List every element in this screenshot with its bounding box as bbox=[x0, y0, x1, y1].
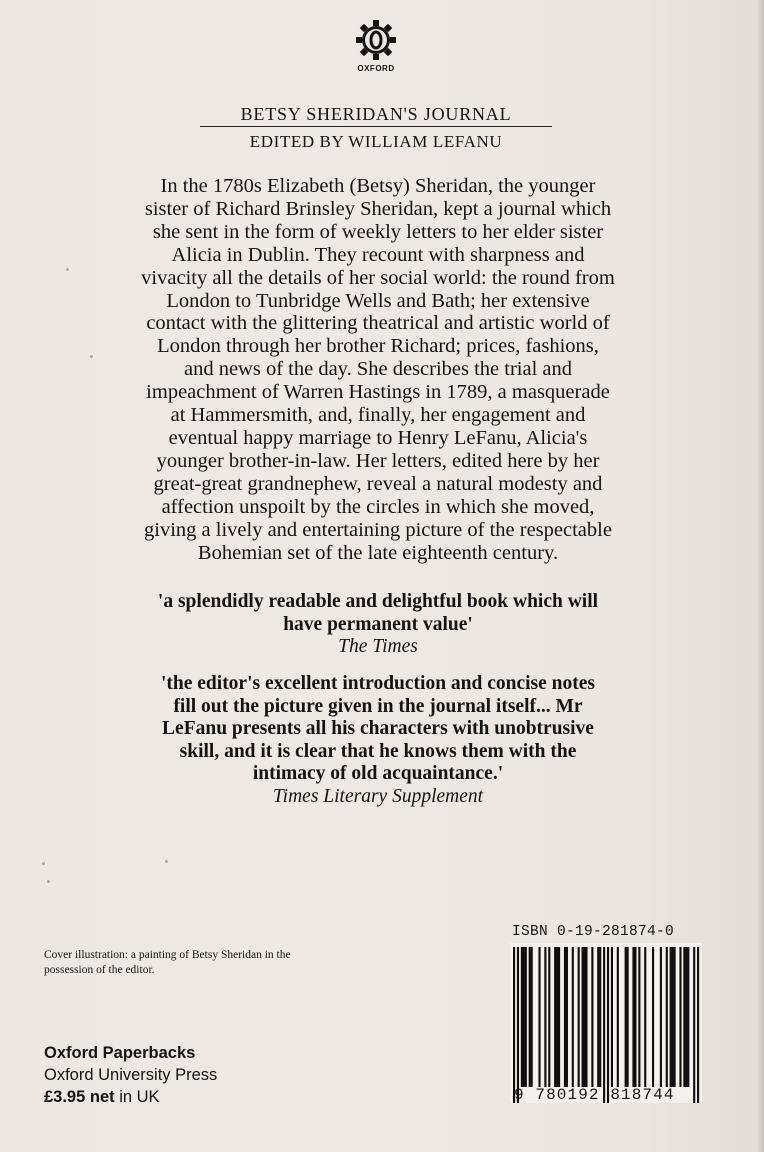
quote-line: have permanent value' bbox=[283, 613, 473, 635]
barcode-bar bbox=[625, 947, 627, 1087]
barcode-bar bbox=[591, 947, 593, 1087]
description-line: eventual happy marriage to Henry LeFanu, Alicia's bbox=[168, 426, 588, 449]
description-line: vivacity all the details of her social world: the round from bbox=[141, 266, 615, 289]
barcode-bar bbox=[644, 947, 646, 1087]
barcode-bar bbox=[523, 947, 525, 1087]
barcode-bar bbox=[578, 947, 580, 1087]
barcode-bar bbox=[548, 947, 550, 1087]
barcode-bar bbox=[634, 947, 636, 1087]
description-line: Alicia in Dublin. They recount with sharpness and bbox=[171, 243, 585, 266]
caption-line: possession of the editor. bbox=[44, 964, 155, 976]
oxford-crest-icon bbox=[352, 18, 400, 62]
quote-line: fill out the picture given in the journal itself... Mr bbox=[173, 695, 583, 717]
quote-line: 'the editor's excellent introduction and concise notes bbox=[160, 673, 596, 694]
description-line: and news of the day. She describes the trial and bbox=[183, 358, 573, 381]
barcode-bar bbox=[597, 947, 599, 1087]
quote-line: skill, and it is clear that he knows them with the bbox=[179, 740, 577, 762]
description-line: younger brother-in-law. Her letters, edited here by her bbox=[156, 449, 600, 472]
description-line: affection unspoilt by the circles in which she moved, bbox=[161, 495, 595, 518]
publisher-block bbox=[44, 1042, 217, 1108]
barcode-bar bbox=[554, 947, 556, 1087]
price: £3.95 net bbox=[44, 1088, 115, 1106]
barcode-bar bbox=[611, 947, 613, 1087]
series-name: Oxford Paperbacks bbox=[44, 1044, 196, 1062]
barcode-bar bbox=[660, 947, 662, 1087]
cover-illustration-caption bbox=[44, 948, 374, 978]
barcode-bar bbox=[685, 947, 687, 1087]
barcode-bar bbox=[585, 947, 587, 1087]
description-line: Bohemian set of the late eighteenth century. bbox=[197, 541, 559, 564]
quote-source: The Times bbox=[338, 636, 418, 657]
barcode-bar bbox=[603, 947, 605, 1103]
barcode-bar bbox=[652, 947, 654, 1087]
review-quote-tls bbox=[76, 673, 680, 808]
barcode-bar bbox=[582, 947, 584, 1087]
book-title: BETSY SHERIDAN'S JOURNAL bbox=[240, 104, 512, 124]
barcode-bar bbox=[572, 947, 574, 1087]
paper-speck bbox=[42, 862, 45, 865]
barcode-bar bbox=[529, 947, 531, 1087]
description-line: giving a lively and entertaining picture of the respectable bbox=[144, 518, 612, 541]
paper-speck bbox=[47, 880, 50, 883]
barcode-bar bbox=[599, 947, 601, 1087]
barcode-bar bbox=[679, 947, 681, 1087]
publisher-logo bbox=[352, 18, 400, 73]
barcode-bar bbox=[683, 947, 685, 1087]
barcode-bar bbox=[558, 947, 560, 1087]
description-line: London through her brother Richard; prices, fashions, bbox=[157, 335, 599, 358]
description-line: impeachment of Warren Hastings in 1789, a masquerade bbox=[146, 381, 610, 404]
description-line: great-great grandnephew, reveal a natural modesty and bbox=[153, 472, 603, 495]
barcode-bar bbox=[674, 947, 676, 1087]
barcode bbox=[510, 943, 702, 1103]
barcode-bar bbox=[666, 947, 668, 1087]
barcode-bar bbox=[607, 947, 609, 1103]
title-divider bbox=[200, 126, 552, 127]
barcode-bar bbox=[617, 947, 619, 1087]
barcode-bar bbox=[556, 947, 558, 1087]
book-editor: EDITED BY WILLIAM LEFANU bbox=[249, 132, 503, 151]
barcode-bar bbox=[638, 947, 640, 1087]
book-description bbox=[76, 175, 680, 564]
paper-speck bbox=[165, 860, 168, 863]
barcode-bar bbox=[564, 947, 566, 1087]
isbn-label: ISBN 0-19-281874-0 bbox=[512, 924, 675, 940]
barcode-bar bbox=[697, 947, 699, 1103]
description-line: sister of Richard Brinsley Sheridan, kept a journal which bbox=[144, 197, 612, 220]
barcode-bar bbox=[525, 947, 527, 1087]
barcode-digits: 9 780192 818744 bbox=[514, 1086, 675, 1104]
quote-line: 'a splendidly readable and delightful book which will bbox=[157, 591, 599, 612]
barcode-bar bbox=[531, 947, 533, 1087]
barcode-bar bbox=[566, 947, 568, 1087]
description-line: she sent in the form of weekly letters to her elder sister bbox=[152, 220, 604, 243]
caption-line: Cover illustration: a painting of Betsy Sheridan in the bbox=[44, 949, 291, 961]
barcode-bar bbox=[670, 947, 672, 1087]
review-quote-times bbox=[76, 591, 680, 659]
description-line: In the 1780s Elizabeth (Betsy) Sheridan, the younger bbox=[160, 175, 596, 197]
barcode-bar bbox=[513, 947, 515, 1103]
barcode-bar bbox=[583, 947, 585, 1087]
price-region: in UK bbox=[114, 1088, 160, 1106]
barcode-bar bbox=[521, 947, 523, 1087]
barcode-bar bbox=[693, 947, 695, 1103]
quote-line: intimacy of old acquaintance.' bbox=[252, 763, 504, 784]
barcode-bar bbox=[517, 947, 519, 1103]
price-line bbox=[44, 1086, 217, 1108]
barcode-bars bbox=[510, 943, 702, 1103]
barcode-bar bbox=[544, 947, 546, 1087]
barcode-bar bbox=[627, 947, 629, 1087]
publisher-name: Oxford University Press bbox=[44, 1066, 218, 1084]
description-line: at Hammersmith, and, finally, her engagement and bbox=[170, 404, 586, 427]
description-line: contact with the glittering theatrical and artistic world of bbox=[146, 312, 610, 335]
quote-line: LeFanu presents all his characters with unobtrusive bbox=[162, 718, 594, 739]
page-edge-shadow bbox=[756, 0, 764, 1152]
barcode-bar bbox=[538, 947, 540, 1087]
logo-wordmark: OXFORD bbox=[357, 64, 395, 73]
barcode-bar bbox=[687, 947, 689, 1087]
barcode-bar bbox=[632, 947, 634, 1087]
quote-source: Times Literary Supplement bbox=[272, 785, 484, 807]
paper-speck bbox=[66, 268, 69, 271]
barcode-bar bbox=[672, 947, 674, 1087]
description-line: London to Tunbridge Wells and Bath; her extensive bbox=[166, 289, 590, 312]
